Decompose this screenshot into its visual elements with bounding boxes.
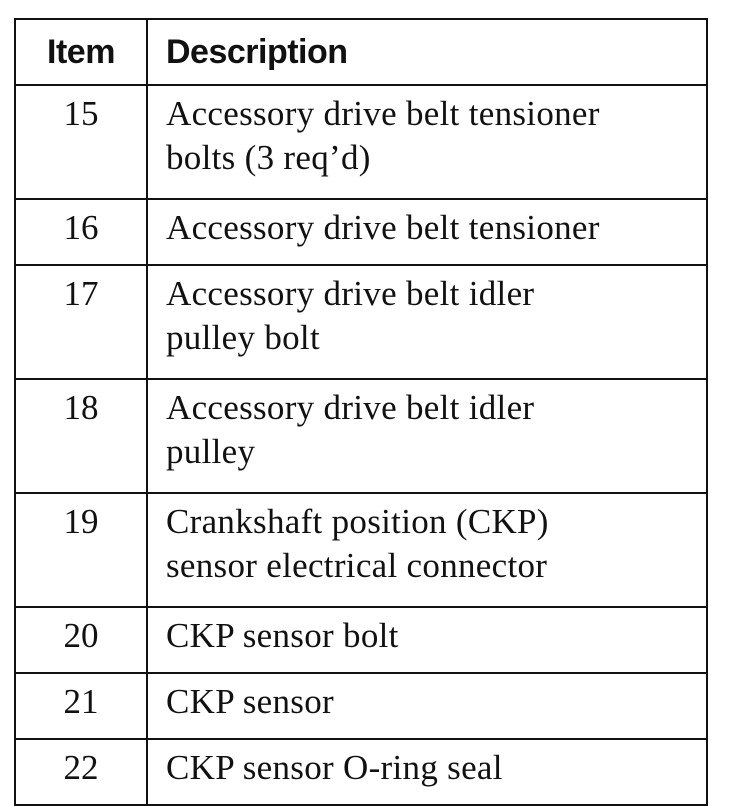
table-row	[15, 265, 707, 379]
item-number: 21	[15, 673, 147, 739]
item-number: 16	[15, 199, 147, 265]
item-description	[147, 379, 707, 493]
parts-legend-table	[14, 18, 708, 806]
table-row	[15, 607, 707, 673]
description-line: Accessory drive belt idler	[166, 388, 535, 427]
description-line: Crankshaft position (CKP)	[166, 502, 549, 541]
description-line: Accessory drive belt tensioner	[166, 208, 600, 247]
description-line: sensor electrical connector	[166, 546, 548, 585]
description-line: CKP sensor O-ring seal	[166, 748, 503, 787]
description-line: Accessory drive belt tensioner	[166, 94, 600, 133]
item-number: 19	[15, 493, 147, 607]
column-header-description: Description	[147, 19, 707, 85]
table-row	[15, 493, 707, 607]
item-number: 22	[15, 739, 147, 805]
item-description	[147, 493, 707, 607]
table-header-row	[15, 19, 707, 85]
description-line: pulley bolt	[166, 318, 320, 357]
column-header-item: Item	[15, 19, 147, 85]
table-row	[15, 673, 707, 739]
table-row	[15, 85, 707, 199]
table-row	[15, 199, 707, 265]
description-line: pulley	[166, 432, 256, 471]
item-number: 17	[15, 265, 147, 379]
item-description	[147, 265, 707, 379]
item-number: 15	[15, 85, 147, 199]
item-description	[147, 85, 707, 199]
item-description	[147, 673, 707, 739]
table-row	[15, 739, 707, 805]
description-line: CKP sensor	[166, 682, 334, 721]
description-line: Accessory drive belt idler	[166, 274, 535, 313]
description-line: CKP sensor bolt	[166, 616, 399, 655]
item-number: 18	[15, 379, 147, 493]
description-line: bolts (3 req’d)	[166, 138, 371, 177]
item-description	[147, 607, 707, 673]
item-description	[147, 739, 707, 805]
item-description	[147, 199, 707, 265]
item-number: 20	[15, 607, 147, 673]
table-row	[15, 379, 707, 493]
